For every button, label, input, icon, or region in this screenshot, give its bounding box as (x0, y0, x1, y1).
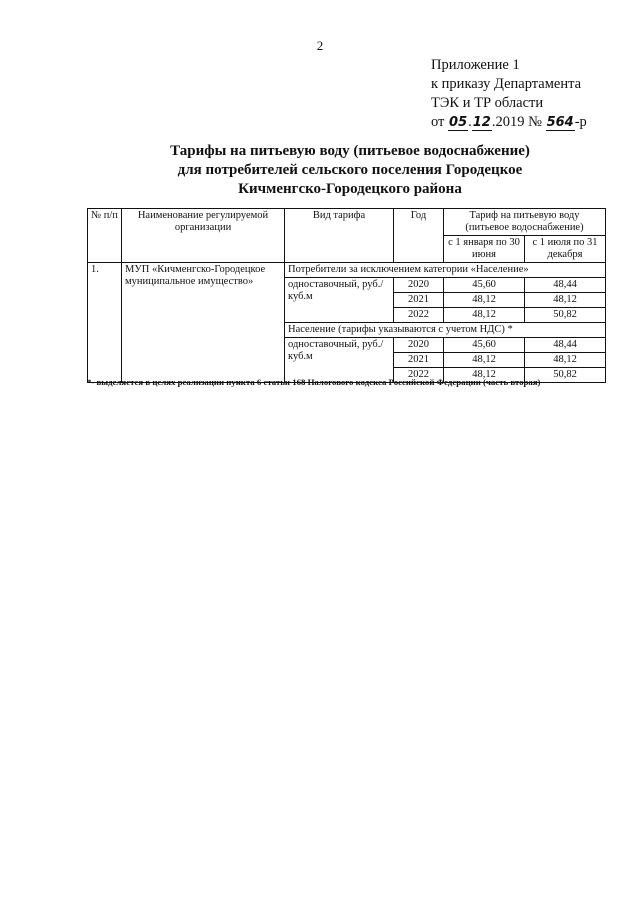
document-title (60, 142, 640, 199)
tariff-table (87, 208, 606, 383)
tariff-kind: одноставочный, руб./куб.м (285, 278, 394, 323)
order-suffix: -р (574, 114, 587, 130)
year-cell: 2020 (394, 338, 444, 353)
header-kind: Вид тарифа (285, 209, 394, 263)
value-h2: 50,82 (525, 308, 606, 323)
annex-order-ref: к приказу Департамента (431, 76, 582, 92)
group-label: Потребители за исключением категории «Население» (285, 263, 606, 278)
year-cell: 2021 (394, 353, 444, 368)
group-label: Население (тарифы указываются с учетом НДС) * (285, 323, 606, 338)
header-tariff: Тариф на питьевую воду (питьевое водоснабжение) (444, 209, 606, 236)
header-period-2: с 1 июля по 31 декабря (525, 236, 606, 263)
table-row (88, 263, 606, 278)
value-h2: 48,44 (525, 278, 606, 293)
year-cell: 2020 (394, 278, 444, 293)
org-name: МУП «Кичменгско-Городецкое муниципальное имущество» (122, 263, 285, 383)
header-year: Год (394, 209, 444, 263)
title-line-2: для потребителей сельского поселения Городецкое (177, 162, 523, 178)
header-period-1: с 1 января по 30 июня (444, 236, 525, 263)
handwritten-month: 12 (472, 115, 491, 130)
footnote: *- выделяется в целях реализации пункта 6 статьи 168 Налогового кодекса Российской Федерации (часть вторая) (87, 377, 541, 387)
year-cell: 2022 (394, 308, 444, 323)
value-h1: 45,60 (444, 338, 525, 353)
annex-department: ТЭК и ТР области (431, 95, 544, 111)
annex-date-line (431, 113, 621, 132)
value-h2: 48,44 (525, 338, 606, 353)
value-h2: 50,82 (525, 368, 606, 383)
row-number: 1. (88, 263, 122, 383)
header-org: Наименование регулируемой организации (122, 209, 285, 263)
value-h2: 48,12 (525, 353, 606, 368)
title-line-3: Кичменгско-Городецкого района (238, 181, 462, 197)
year-cell: 2021 (394, 293, 444, 308)
page-number: 2 (316, 38, 324, 53)
date-prefix: от (431, 114, 445, 130)
handwritten-order-number: 564 (546, 115, 574, 130)
value-h2: 48,12 (525, 293, 606, 308)
value-h1: 48,12 (444, 368, 525, 383)
handwritten-day: 05 (449, 115, 468, 130)
header-num: № п/п (88, 209, 122, 263)
year-cell: 2022 (394, 368, 444, 383)
value-h1: 48,12 (444, 293, 525, 308)
value-h1: 48,12 (444, 308, 525, 323)
date-year: .2019 № (491, 114, 542, 130)
value-h1: 45,60 (444, 278, 525, 293)
title-line-1: Тарифы на питьевую воду (питьевое водоснабжение) (170, 143, 530, 159)
table-header-row (88, 209, 606, 236)
annex-title: Приложение 1 (431, 57, 520, 73)
tariff-kind: одноставочный, руб./куб.м (285, 338, 394, 383)
annex-block (431, 56, 621, 132)
date-separator: . (468, 114, 472, 130)
value-h1: 48,12 (444, 353, 525, 368)
